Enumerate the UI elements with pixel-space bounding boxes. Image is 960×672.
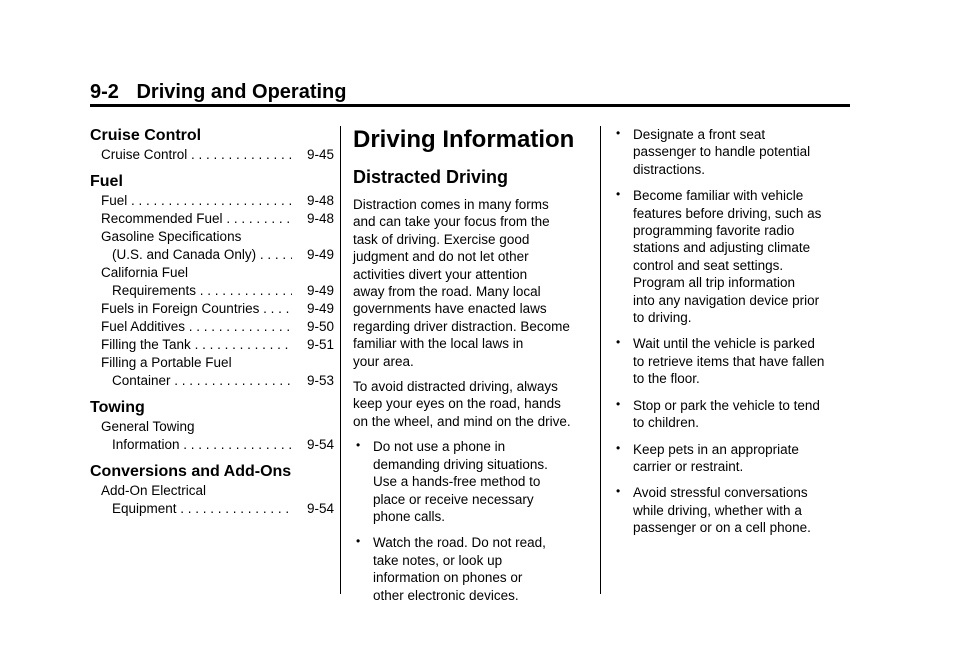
bullet-icon: • xyxy=(616,126,621,140)
intro-paragraph: Distraction comes in many forms and can take your focus from the task of driving. Exercise good judgment and do not let other activities divert your attention away from the road. Many local governments have enacted laws regarding driver distraction. Become familiar with the local laws in your area. xyxy=(353,197,570,369)
bullet-icon: • xyxy=(616,440,621,455)
toc-section-title: Fuel xyxy=(90,173,123,190)
toc-entry[interactable] xyxy=(90,192,334,210)
toc-list xyxy=(90,418,334,454)
toc-entry-page: 9-53 xyxy=(306,373,334,388)
bullet-text: Avoid stressful conversations while driving, whether with a passenger or on a cell phone. xyxy=(633,485,811,536)
toc-column xyxy=(90,126,334,518)
toc-entry-label-cont: Requirements xyxy=(112,283,197,298)
main-title: Driving Information xyxy=(353,126,575,153)
header-rule xyxy=(90,104,850,107)
toc-list xyxy=(90,482,334,518)
toc-entry-page: 9-54 xyxy=(306,501,334,516)
toc-entry[interactable] xyxy=(90,354,334,390)
bullet-text: Keep pets in an appropriate carrier or restraint. xyxy=(633,441,799,474)
toc-entry-page: 9-49 xyxy=(306,247,334,262)
bullet-icon: • xyxy=(616,335,621,350)
bullet-text: Wait until the vehicle is parked to retrieve items that have fallen to the floor. xyxy=(633,336,825,387)
content-column-middle xyxy=(353,126,590,613)
column-divider xyxy=(600,126,601,594)
toc-entry[interactable] xyxy=(90,146,334,164)
toc-entry-label: Filling the Tank xyxy=(101,337,191,352)
bullet-item xyxy=(613,187,853,326)
bullet-text: Do not use a phone in demanding driving situations. Use a hands-free method to place or receive necessary phone calls. xyxy=(373,439,548,524)
toc-entry-page: 9-51 xyxy=(306,337,334,352)
toc-entry[interactable] xyxy=(90,418,334,454)
toc-entry-label: Fuel Additives xyxy=(101,319,186,334)
toc-entry-label-cont: Equipment xyxy=(112,501,177,516)
toc-entry[interactable] xyxy=(90,482,334,518)
toc-entry[interactable] xyxy=(90,318,334,336)
toc-section-title: Conversions and Add-Ons xyxy=(90,463,292,480)
bullet-item xyxy=(613,397,853,432)
bullet-item xyxy=(353,438,590,525)
section-title: Distracted Driving xyxy=(353,167,509,187)
toc-entry-page: 9-49 xyxy=(306,301,334,316)
content-column-right xyxy=(613,126,853,546)
toc-entry[interactable] xyxy=(90,228,334,264)
toc-entry-label-cont: Container xyxy=(112,373,171,388)
toc-list xyxy=(90,192,334,390)
toc-entry-label: Filling a Portable Fuel xyxy=(101,355,232,370)
chapter-title: Driving and Operating xyxy=(136,81,347,103)
toc-entry-label: California Fuel xyxy=(101,265,189,280)
bullet-item xyxy=(353,534,590,604)
toc-entry[interactable] xyxy=(90,336,334,354)
bullet-icon: • xyxy=(616,396,621,411)
toc-entry-page: 9-48 xyxy=(306,193,334,208)
toc-entry-page: 9-54 xyxy=(306,437,334,452)
bullet-list xyxy=(613,126,853,537)
toc-entry-page: 9-50 xyxy=(306,319,334,334)
advice-paragraph: To avoid distracted driving, always keep your eyes on the road, hands on the wheel, and mind on the drive. xyxy=(353,379,571,429)
bullet-text: Stop or park the vehicle to tend to children. xyxy=(633,397,820,431)
toc-entry-label: Cruise Control xyxy=(101,147,188,162)
toc-entry[interactable] xyxy=(90,210,334,228)
bullet-icon: • xyxy=(356,534,361,549)
toc-entry-label: Fuel xyxy=(101,193,128,208)
toc-entry[interactable] xyxy=(90,264,334,300)
toc-entry-label: Gasoline Specifications xyxy=(101,229,242,244)
bullet-item xyxy=(613,335,853,387)
toc-entry-label-cont: (U.S. and Canada Only) xyxy=(112,247,257,262)
page-number: 9-2 xyxy=(90,81,119,103)
toc-entry[interactable] xyxy=(90,300,334,318)
toc-list xyxy=(90,146,334,164)
bullet-item xyxy=(613,441,853,476)
toc-entry-label-cont: Information xyxy=(112,437,180,452)
bullet-icon: • xyxy=(616,484,621,499)
toc-entry-page: 9-45 xyxy=(306,147,334,162)
toc-entry-label: Fuels in Foreign Countries xyxy=(101,301,260,316)
bullet-text: Become familiar with vehicle features before driving, such as programming favorite radio stations and adjusting climate control and seat settings. Program all trip information into any navigation device prior to driving. xyxy=(633,188,822,326)
bullet-icon: • xyxy=(356,438,361,453)
toc-entry-label: Recommended Fuel xyxy=(101,211,223,226)
bullet-text: Designate a front seat passenger to handle potential distractions. xyxy=(633,127,811,177)
bullet-item xyxy=(613,484,853,536)
bullet-list xyxy=(353,438,590,604)
column-divider xyxy=(340,126,341,594)
page-header xyxy=(90,80,850,104)
toc-entry-label: Add-On Electrical xyxy=(101,483,207,498)
toc-entry-page: 9-49 xyxy=(306,283,334,298)
bullet-item xyxy=(613,126,853,178)
toc-section-title: Towing xyxy=(90,399,145,416)
toc-entry-label: General Towing xyxy=(101,419,195,434)
toc-section-title: Cruise Control xyxy=(90,127,202,144)
toc-entry-page: 9-48 xyxy=(306,211,334,226)
bullet-icon: • xyxy=(616,187,621,202)
bullet-text: Watch the road. Do not read, take notes, or look up information on phones or other electronic devices. xyxy=(373,535,546,603)
